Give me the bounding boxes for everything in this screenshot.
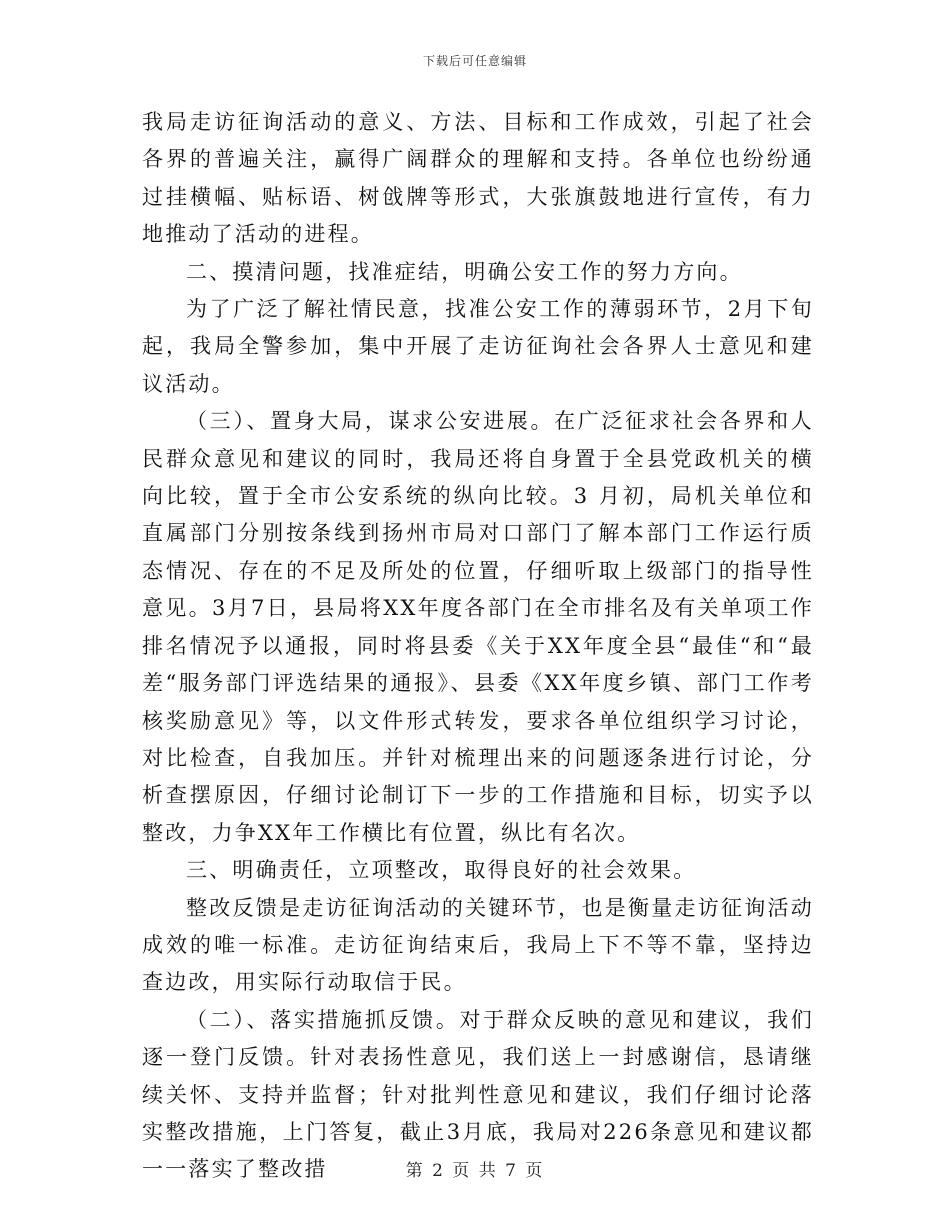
paragraph-continuation: 我局走访征询活动的意义、方法、目标和工作成效，引起了社会各界的普遍关注，赢得广阔群众的理解和支持。各单位也纷纷通过挂横幅、贴标语、树戗牌等形式，大张旗鼓地进行宣传，有力地推动了活动的进程。 bbox=[142, 110, 814, 247]
paragraph-subsection-2: （二）、落实措施抓反馈。对于群众反映的意见和建议，我们逐一登门反馈。针对表扬性意见，我们送上一封感谢信，恳请继续关怀、支持并监督；针对批判性意见和建议，我们仔细讨论落实整改措施，上门答复，截止3月底，我局对226条意见和建议都一一落实了整改措 bbox=[142, 1007, 814, 1182]
section-heading-3: 三、明确责任，立项整改，取得良好的社会效果。 bbox=[186, 858, 697, 883]
paragraph: 为了广泛了解社情民意，找准公安工作的薄弱环节，2月下旬起，我局全警参加，集中开展了走访征询社会各界人士意见和建议活动。 bbox=[142, 297, 814, 396]
paragraph: 整改反馈是走访征询活动的关键环节，也是衡量走访征询活动成效的唯一标准。走访征询结束后，我局上下不等不靠，坚持边查边改，用实际行动取信于民。 bbox=[142, 895, 814, 995]
page-number: 第 2 页 共 7 页 bbox=[405, 1161, 545, 1181]
paragraph-subsection-3: （三）、置身大局，谋求公安进展。在广泛征求社会各界和人民群众意见和建议的同时，我局还将自身置于全县党政机关的横向比较，置于全市公安系统的纵向比较。3 月初，局机关单位和直属部门分别按条线到扬州市局对口部门了解本部门工作运行质态情况、存在的不足及所处的位置，仔细听取上级部门的指导性意见。3月7日，县局将XX年度各部门在全市排名及有关单项工作排名情况予以通报，同时将县委《关于XX年度全县“最佳“和“最差“服务部门评选结果的通报》、县委《XX年度乡镇、部门工作考核奖励意见》等，以文件形式转发，要求各单位组织学习讨论，对比检查，自我加压。并针对梳理出来的问题逐条进行讨论，分析查摆原因，仔细讨论制订下一步的工作措施和目标，切实予以整改，力争XX年工作横比有位置，纵比有名次。 bbox=[142, 409, 814, 845]
page-header: 下载后可任意编辑 bbox=[422, 54, 527, 68]
document-body bbox=[142, 104, 814, 1189]
section-heading-2: 二、摸清问题，找准症结，明确公安工作的努力方向。 bbox=[186, 259, 743, 284]
